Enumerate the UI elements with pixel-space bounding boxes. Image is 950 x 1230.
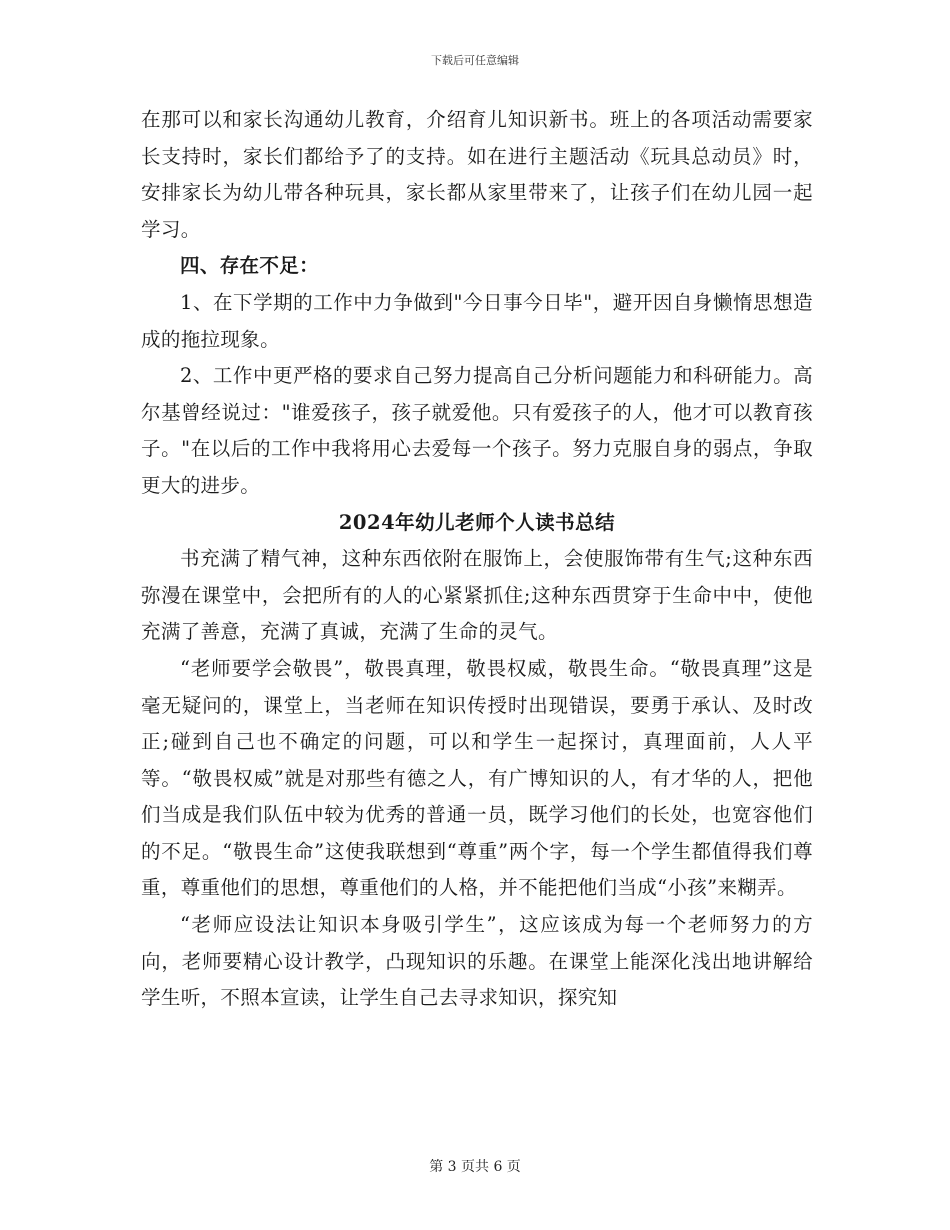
article-paragraph-2: “老师要学会敬畏”，敬畏真理，敬畏权威，敬畏生命。“敬畏真理”这是毫无疑问的，课堂上，当老师在知识传授时出现错误，要勇于承认、及时改正;碰到自己也不确定的问题，可以和学生一起探讨，真理面前，人人平等。“敬畏权威”就是对那些有德之人，有广博知识的人，有才华的人，把他们当成是我们队伍中较为优秀的普通一员，既学习他们的长处，也宽容他们的不足。“敬畏生命”这使我联想到“尊重”两个字，每一个学生都值得我们尊重，尊重他们的思想，尊重他们的人格，并不能把他们当成“小孩”来糊弄。 xyxy=(141,656,813,900)
article-paragraph-1: 书充满了精气神，这种东西依附在服饰上，会使服饰带有生气;这种东西弥漫在课堂中，会把所有的人的心紧紧抓住;这种东西贯穿于生命中中，使他充满了善意，充满了真诚，充满了生命的灵气。 xyxy=(141,547,813,644)
page-header: 下载后可任意编辑 xyxy=(431,54,519,67)
section-heading: 四、存在不足： xyxy=(180,254,319,278)
article-title: 2024年幼儿老师个人读书总结 xyxy=(338,510,616,534)
article-paragraph-3: “老师应设法让知识本身吸引学生”，这应该成为每一个老师努力的方向，老师要精心设计教学，凸现知识的乐趣。在课堂上能深化浅出地讲解给学生听，不照本宣读，让学生自己去寻求知识，探究知 xyxy=(141,913,813,1010)
list-item-1: 1、在下学期的工作中力争做到"今日事今日毕"，避开因自身懒惰思想造成的拖拉现象。 xyxy=(141,290,813,351)
paragraph-continuation: 在那可以和家长沟通幼儿教育，介绍育儿知识新书。班上的各项活动需要家长支持时，家长们都给予了的支持。如在进行主题活动《玩具总动员》时，安排家长为幼儿带各种玩具，家长都从家里带来了，让孩子们在幼儿园一起学习。 xyxy=(141,108,813,241)
page-footer: 第 3 页共 6 页 xyxy=(429,1159,521,1175)
list-item-2: 2、工作中更严格的要求自己努力提高自己分析问题能力和科研能力。高尔基曾经说过："谁爱孩子，孩子就爱他。只有爱孩子的人，他才可以教育孩子。"在以后的工作中我将用心去爱每一个孩子。努力克服自身的弱点，争取更大的进步。 xyxy=(141,364,813,497)
document-body xyxy=(141,102,813,1017)
